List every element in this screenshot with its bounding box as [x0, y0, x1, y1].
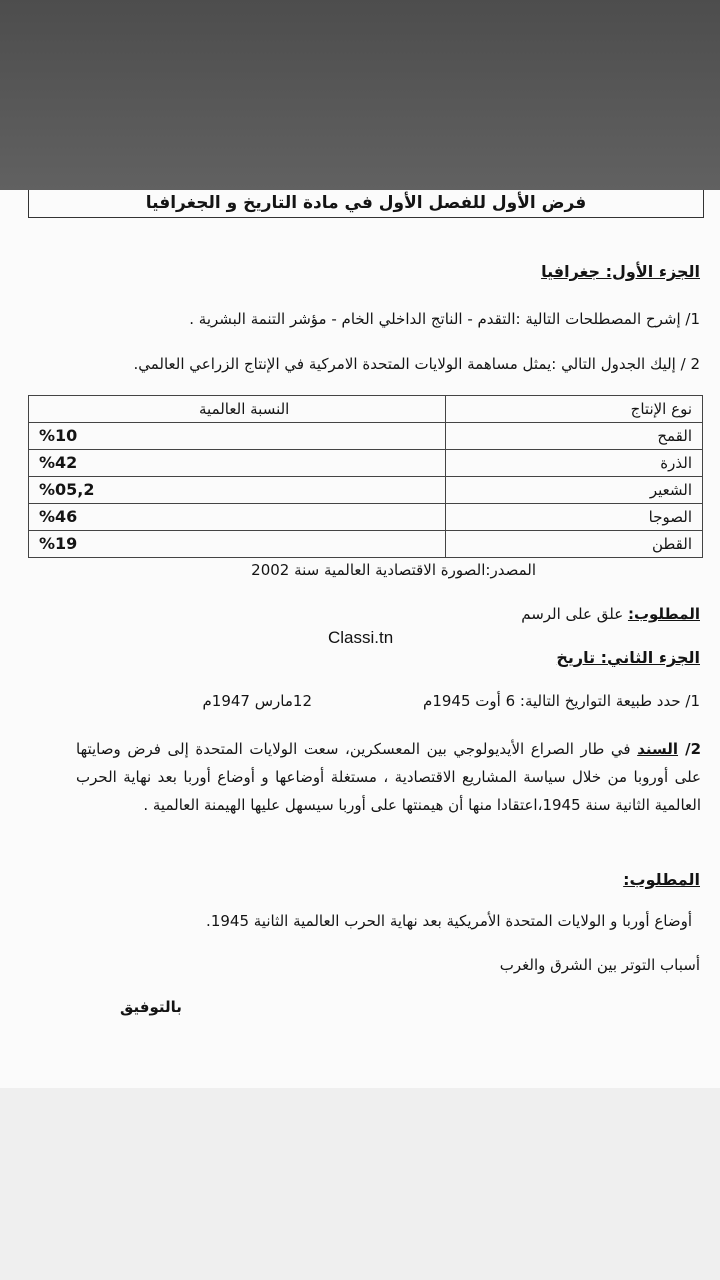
part1-heading: الجزء الأول: جغرافيا: [541, 262, 700, 281]
part1-question2: 2 / إليك الجدول التالي :يمثل مساهمة الولايات المتحدة الامركية في الإنتاج الزراعي العالمي.: [133, 355, 700, 373]
table-row: [29, 504, 703, 531]
header-production-type: نوع الإنتاج: [446, 396, 703, 423]
table-row: [29, 450, 703, 477]
bottom-blank-area: [0, 1088, 720, 1280]
production-table: [28, 395, 703, 558]
document-text: في طار الصراع الأيديولوجي بين المعسكرين، سعت الولايات المتحدة إلى فرض وصايتها على أوروبا من خلال سياسة المشاريع الاقتصادية ، مستغلة أوضاعها و أوضاع أوربا بعد نهاية الحرب العالمية الثانية سنة 1945،اعتقادا منها أن هيمنتها على أوربا سيسهل عليها الهيمنة العالمية .: [76, 740, 701, 814]
document-label: السند: [637, 740, 679, 758]
part2-task-label: المطلوب:: [623, 870, 700, 889]
table-cell-crop: الذرة: [446, 450, 703, 477]
table-cell-crop: الشعير: [446, 477, 703, 504]
header-global-share: النسبة العالمية: [29, 396, 446, 423]
table-row: [29, 477, 703, 504]
table-cell-share: %19: [29, 531, 446, 558]
table-cell-share: %05,2: [29, 477, 446, 504]
part2-heading: الجزء الثاني: تاريخ: [556, 648, 700, 667]
exam-title: فرض الأول للفصل الأول في مادة التاريخ و الجغرافيا: [28, 190, 704, 218]
question2-number: 2/: [678, 740, 701, 758]
table-row: [29, 423, 703, 450]
table-cell-share: %10: [29, 423, 446, 450]
table-cell-crop: الصوجا: [446, 504, 703, 531]
table-cell-share: %46: [29, 504, 446, 531]
table-header-row: [29, 396, 703, 423]
part1-question1: 1/ إشرح المصطلحات التالية :التقدم - الناتج الداخلي الخام - مؤشر التنمة البشرية .: [189, 310, 700, 328]
part2-question1: 1/ حدد طبيعة التواريخ التالية: 6 أوت 1945م: [423, 692, 700, 710]
table-cell-crop: القطن: [446, 531, 703, 558]
part2-task1: أوضاع أوربا و الولايات المتحدة الأمريكية بعد نهاية الحرب العالمية الثانية 1945.: [206, 912, 692, 930]
part1-task-label: المطلوب:: [627, 605, 700, 623]
closing-wishes: بالتوفيق: [120, 998, 182, 1016]
table-cell-crop: القمح: [446, 423, 703, 450]
part2-question1-date2: 12مارس 1947م: [202, 692, 312, 710]
watermark: Classi.tn: [328, 628, 394, 647]
table-source: المصدر:الصورة الاقتصادية العالمية سنة 2002: [251, 561, 536, 579]
top-dark-band: [0, 0, 720, 190]
table-row: [29, 531, 703, 558]
part2-task2: أسباب التوتر بين الشرق والغرب: [499, 956, 700, 974]
table-cell-share: %42: [29, 450, 446, 477]
part1-task-text: علق على الرسم: [521, 605, 624, 623]
part1-task: [521, 605, 700, 623]
part2-document-paragraph: [76, 735, 701, 819]
